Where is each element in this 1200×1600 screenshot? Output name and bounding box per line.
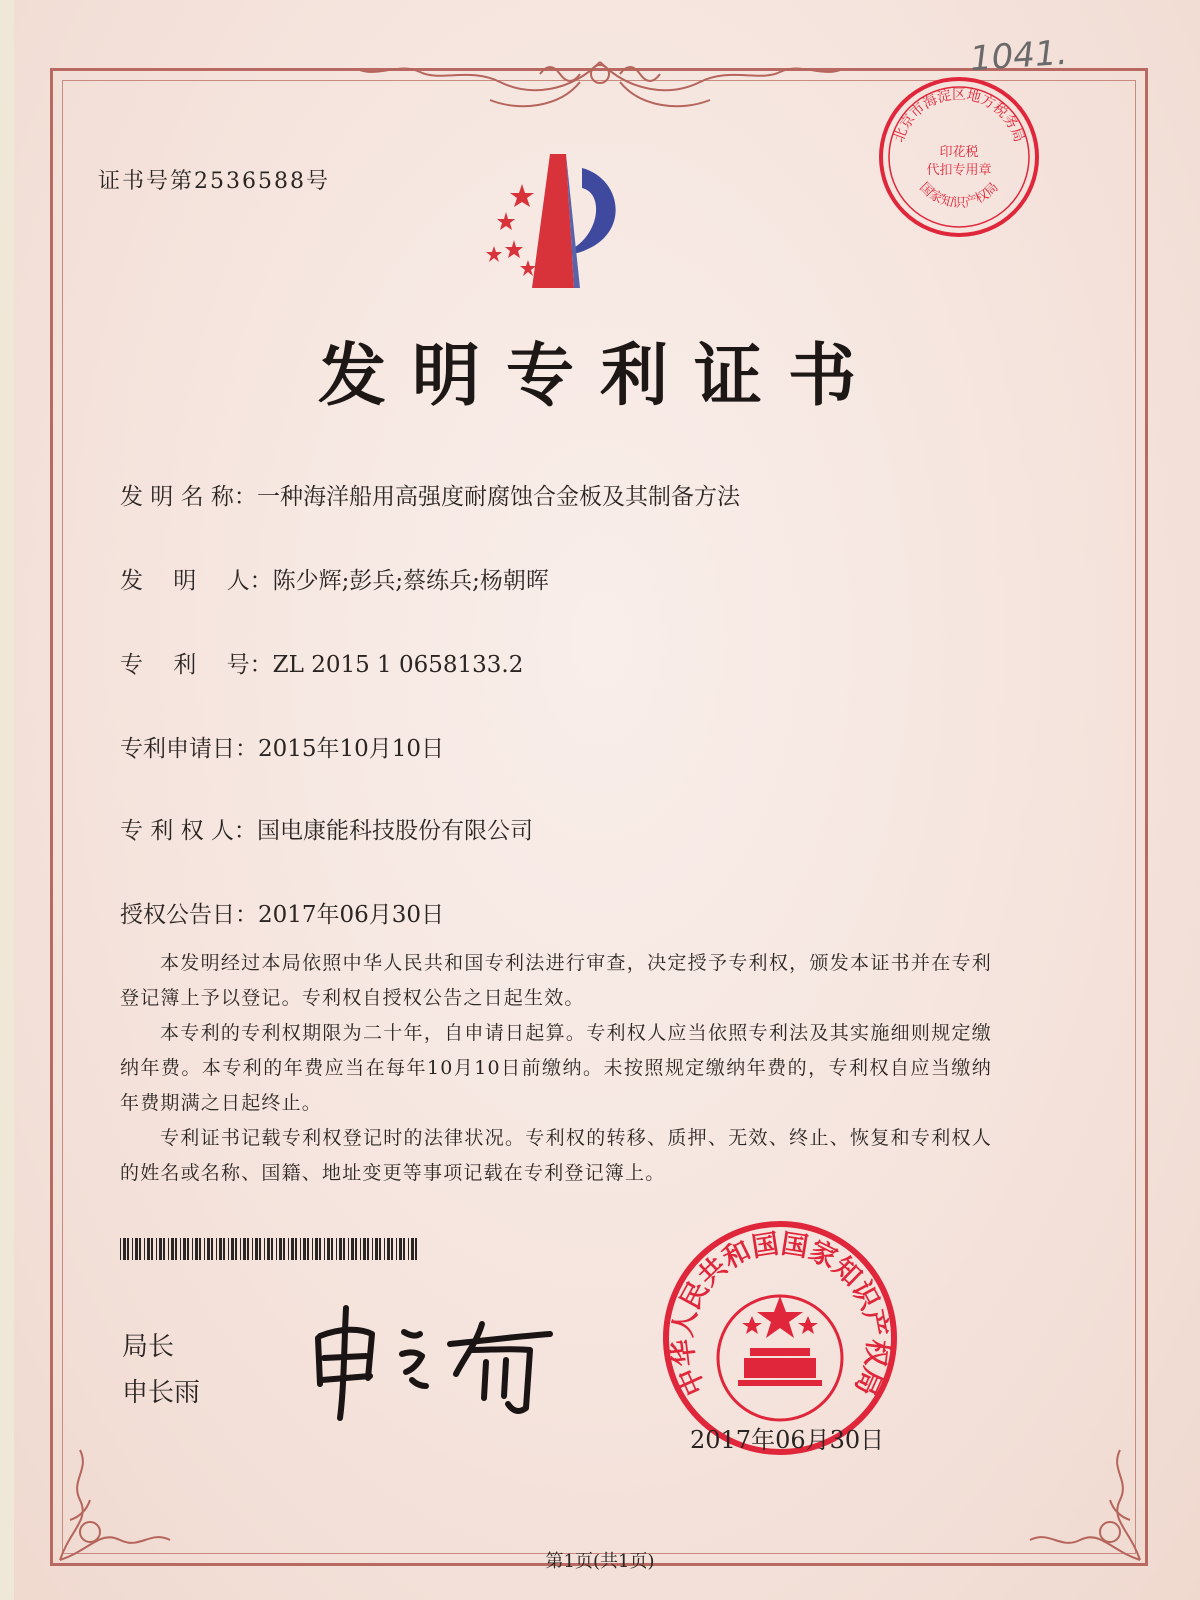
handwritten-note: 1041. xyxy=(968,32,1069,80)
field-patent-number xyxy=(120,646,523,679)
scan-edge xyxy=(0,0,14,1600)
barcode-icon xyxy=(120,1238,420,1260)
field-grant-date xyxy=(120,896,444,929)
field-value: 国电康能科技股份有限公司 xyxy=(256,818,533,844)
top-ornament-icon xyxy=(340,52,860,122)
statement-paragraph: 本专利的专利权期限为二十年，自申请日起算。专利权人应当依照专利法及其实施细则规定缴纳年费。本专利的年费应当在每年10月10日前缴纳。未按照规定缴纳年费的，专利权自应当缴纳年费期满之日起终止。 xyxy=(120,1022,992,1114)
small-seal-center-line-2: 代扣专用章 xyxy=(926,163,992,178)
field-patentee xyxy=(120,812,533,845)
patent-office-emblem-icon xyxy=(470,148,640,298)
field-label: 发 明 名 称： xyxy=(120,484,257,510)
field-application-date xyxy=(120,730,444,763)
field-inventors xyxy=(120,562,549,595)
big-seal-text: 中华人民共和国国家知识产权局 xyxy=(667,1228,893,1400)
field-label: 授权公告日： xyxy=(120,902,258,928)
director-title: 局长 xyxy=(122,1332,175,1362)
field-value: 一种海洋船用高强度耐腐蚀合金板及其制备方法 xyxy=(256,484,740,510)
field-value: 2015年10月10日 xyxy=(258,736,445,762)
seal-date: 2017年06月30日 xyxy=(690,1426,885,1454)
field-label: 发 明 人： xyxy=(120,568,273,594)
statement-paragraph: 本发明经过本局依照中华人民共和国专利法进行审查，决定授予专利权，颁发本证书并在专利登记簿上予以登记。专利权自授权公告之日起生效。 xyxy=(120,952,992,1009)
field-invention-name xyxy=(120,478,740,511)
field-value: 2017年06月30日 xyxy=(258,902,445,928)
certificate-number: 证书号第2536588号 xyxy=(98,169,330,194)
field-label: 专 利 权 人： xyxy=(120,818,257,844)
small-seal-inner-text: 国家知识产权局 xyxy=(916,179,1002,211)
field-label: 专 利 号： xyxy=(120,652,273,678)
page-number: 第1页(共1页) xyxy=(545,1551,655,1572)
statement-paragraph: 专利证书记载专利权登记时的法律状况。专利权的转移、质押、无效、终止、恢复和专利权人的姓名或名称、国籍、地址变更等事项记载在专利登记簿上。 xyxy=(120,1127,992,1184)
field-value: 陈少辉;彭兵;蔡练兵;杨朝晖 xyxy=(272,568,549,594)
director-signature-icon xyxy=(300,1288,570,1428)
director-name: 申长雨 xyxy=(122,1378,201,1408)
field-label: 专利申请日： xyxy=(120,736,258,762)
field-value: ZL 2015 1 0658133.2 xyxy=(272,652,524,678)
small-seal-center-line-1: 印花税 xyxy=(939,145,979,160)
certificate-statement xyxy=(120,946,992,1191)
certificate-title: 发明专利证书 xyxy=(317,337,882,416)
tax-seal-icon xyxy=(876,74,1042,240)
small-seal-outer-text: 北京市海淀区地方税务局 xyxy=(891,87,1027,145)
